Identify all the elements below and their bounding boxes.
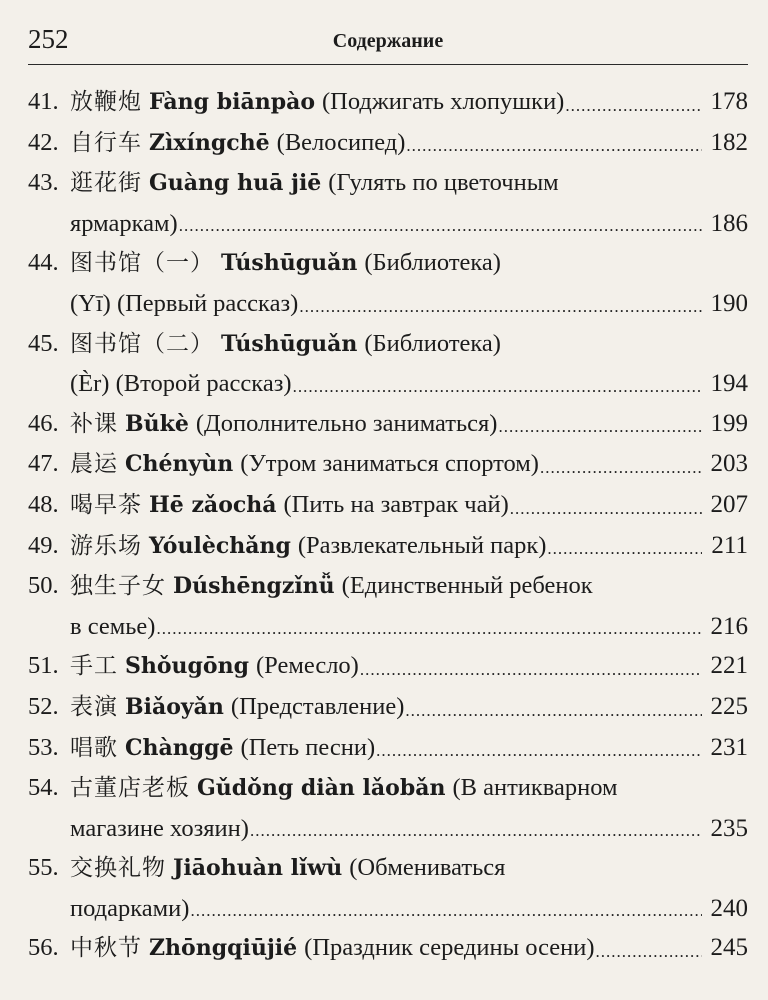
toc-entry-russian-title: (Представление) [230, 692, 405, 720]
toc-entry-page-number: 199 [710, 409, 748, 437]
toc-entry [28, 485, 748, 526]
toc-entry-page-number: 245 [710, 934, 748, 962]
toc-entry-body [70, 566, 748, 646]
toc-entry-continuation: (Yī) (Первый рассказ) [70, 289, 299, 317]
toc-entry-page-number: 240 [710, 894, 748, 922]
toc-entry-chinese-title: 交换礼物 [70, 855, 166, 882]
toc-entry-body [70, 324, 748, 404]
dot-leader [190, 902, 702, 928]
toc-entry-chinese-title: 游乐场 [70, 532, 142, 559]
toc-entry-pinyin: Biǎoyǎn [125, 693, 224, 720]
toc-entry-pinyin: Chényùn [125, 451, 234, 478]
toc-entry-number: 56. [28, 934, 59, 962]
dot-leader [250, 822, 702, 848]
toc-entry [28, 566, 748, 646]
toc-entry-chinese-title: 古董店老板 [70, 775, 190, 802]
toc-entry-page-number: 186 [710, 209, 748, 237]
toc-entry-pinyin: Zìxíngchē [149, 129, 270, 156]
toc-entry-page-number: 235 [710, 814, 748, 842]
dot-leader [596, 943, 703, 969]
dot-leader [510, 500, 702, 526]
toc-entry-pinyin: Chànggē [125, 734, 234, 761]
toc-entry [28, 243, 748, 323]
page-header [28, 22, 748, 65]
toc-entry-russian-title: (Велосипед) [276, 128, 406, 156]
toc-entry-number: 55. [28, 854, 59, 882]
toc-entry-line [70, 728, 748, 769]
toc-entry-line [70, 324, 748, 365]
toc-entry-number: 41. [28, 88, 59, 115]
dot-leader [376, 742, 702, 768]
toc-entry-russian-title: (Библиотека) [364, 329, 501, 357]
toc-entry-page-number: 178 [710, 88, 748, 115]
toc-entry-line [70, 364, 748, 404]
toc-entry-body [70, 928, 748, 969]
toc-entry-body [70, 123, 748, 164]
toc-entry-russian-title: (Обмениваться [349, 854, 506, 882]
toc-entry-chinese-title: 逛花街 [70, 170, 142, 197]
toc-entry-russian-title: (Поджигать хлопушки) [322, 88, 565, 115]
toc-entry-body [70, 485, 748, 526]
toc-entry-chinese-title: 表演 [70, 693, 118, 720]
toc-entry-page-number: 194 [710, 370, 748, 398]
dot-leader [156, 620, 702, 646]
dot-leader [565, 97, 702, 123]
toc-entry-body [70, 82, 748, 123]
toc-entry-line [70, 848, 748, 889]
dot-leader [540, 459, 702, 485]
toc-entry [28, 526, 748, 567]
toc-entry-body [70, 163, 748, 243]
toc-entry-line [70, 607, 748, 647]
toc-entry [28, 324, 748, 404]
toc-entry-line [70, 243, 748, 284]
toc-entry-russian-title: (Ремесло) [256, 652, 359, 680]
toc-entry-russian-title: (Утром заниматься спортом) [240, 450, 539, 478]
toc-entry-continuation: магазине хозяин) [70, 814, 249, 842]
toc-entry-pinyin: Zhōngqiūjié [149, 935, 298, 962]
toc-entry-pinyin: Bǔkè [125, 410, 189, 437]
toc-entry-number: 49. [28, 531, 59, 559]
toc-entry [28, 646, 748, 687]
toc-entry-number: 45. [28, 329, 59, 357]
toc-entry-pinyin: Guàng huā jiē [149, 170, 322, 197]
toc-entry-russian-title: (Дополнительно заниматься) [195, 409, 498, 437]
toc-entry [28, 768, 748, 848]
toc-entry-pinyin: Túshūguǎn [221, 330, 358, 357]
toc-entry-body [70, 404, 748, 445]
toc-entry-continuation: (Èr) (Второй рассказ) [70, 370, 292, 398]
toc-entry-body [70, 243, 748, 323]
toc-entry-chinese-title: 图书馆（一） [70, 250, 214, 277]
toc-entry-line [70, 526, 748, 567]
toc-entry-page-number: 216 [710, 612, 748, 640]
toc-entry-body [70, 646, 748, 687]
toc-entry-body [70, 728, 748, 769]
toc-entry-body [70, 687, 748, 728]
toc-entry-page-number: 203 [710, 450, 748, 478]
toc-entry-number: 53. [28, 733, 59, 761]
toc-entry-page-number: 190 [710, 289, 748, 317]
toc-entry-line [70, 284, 748, 324]
toc-entry-number: 44. [28, 249, 59, 277]
running-title: Содержание [332, 30, 444, 52]
toc-entry-pinyin: Shǒugōng [125, 653, 249, 680]
toc-entry-chinese-title: 放鞭炮 [70, 89, 142, 115]
toc-entry [28, 687, 748, 728]
toc-entry-line [70, 404, 748, 445]
toc-entry-russian-title: (Развлекательный парк) [297, 531, 547, 559]
toc-entry-chinese-title: 晨运 [70, 451, 118, 478]
toc-entry-page-number: 225 [710, 692, 748, 720]
toc-entry [28, 123, 748, 164]
toc-entry-number: 43. [28, 169, 59, 197]
dot-leader [498, 418, 702, 444]
toc-entry-body [70, 526, 748, 567]
toc-entry-russian-title: (Праздник середины осени) [304, 934, 595, 962]
toc-entry-number: 50. [28, 572, 59, 600]
toc-entry-line [70, 485, 748, 526]
toc-entry [28, 928, 748, 969]
toc-entry-chinese-title: 中秋节 [70, 935, 142, 962]
dot-leader [299, 298, 702, 324]
toc-entry-pinyin: Yóulèchǎng [149, 532, 291, 559]
toc-entry-body [70, 444, 748, 485]
dot-leader [179, 217, 702, 243]
toc-entry-russian-title: (Петь песни) [240, 733, 376, 761]
toc-entry-pinyin: Gǔdǒng diàn lǎobǎn [197, 775, 446, 802]
toc-entry-pinyin: Jiāohuàn lǐwù [173, 855, 343, 882]
dot-leader [293, 378, 702, 404]
toc-entry-pinyin: Fàng biānpào [149, 89, 316, 115]
toc-entry-line [70, 889, 748, 929]
toc-entry [28, 728, 748, 769]
toc-entry-continuation: ярмаркам) [70, 209, 178, 237]
toc-entry [28, 444, 748, 485]
toc-entry-line [70, 928, 748, 969]
toc-entry-page-number: 182 [710, 128, 748, 156]
toc-entry-continuation: в семье) [70, 612, 156, 640]
toc-entry-number: 52. [28, 692, 59, 720]
toc-entry-line [70, 768, 748, 809]
toc-entry [28, 163, 748, 243]
toc-entry-number: 54. [28, 774, 59, 802]
toc-entry [28, 848, 748, 928]
toc-entry-page-number: 211 [711, 531, 748, 559]
toc-entry-continuation: подарками) [70, 894, 190, 922]
table-of-contents [28, 82, 748, 969]
toc-entry-russian-title: (Пить на завтрак чай) [283, 490, 509, 518]
toc-entry [28, 404, 748, 445]
toc-entry-chinese-title: 图书馆（二） [70, 330, 214, 357]
dot-leader [405, 702, 702, 728]
toc-entry-page-number: 221 [710, 652, 748, 680]
toc-entry-russian-title: (Гулять по цветочным [328, 169, 559, 197]
toc-entry-line [70, 444, 748, 485]
toc-entry-line [70, 123, 748, 164]
toc-entry-chinese-title: 喝早茶 [70, 491, 142, 518]
dot-leader [360, 661, 702, 687]
toc-entry-pinyin: Hē zǎochá [149, 491, 277, 518]
toc-entry-body [70, 768, 748, 848]
toc-entry-line [70, 82, 748, 123]
toc-entry-chinese-title: 自行车 [70, 129, 142, 156]
dot-leader [547, 540, 702, 566]
toc-entry-line [70, 163, 748, 204]
toc-entry-line [70, 566, 748, 607]
toc-entry-number: 48. [28, 490, 59, 518]
dot-leader [406, 137, 702, 163]
toc-entry-page-number: 231 [710, 733, 748, 761]
toc-entry-line [70, 809, 748, 849]
toc-entry-line [70, 204, 748, 244]
toc-entry-chinese-title: 补课 [70, 410, 118, 437]
page-number: 252 [28, 24, 69, 54]
toc-entry-chinese-title: 独生子女 [70, 573, 166, 600]
toc-entry-pinyin: Dúshēngzǐnǚ [173, 573, 335, 600]
toc-entry-page-number: 207 [710, 490, 748, 518]
toc-entry-body [70, 848, 748, 928]
toc-entry-russian-title: (Библиотека) [364, 249, 501, 277]
toc-entry-russian-title: (Единственный ребенок [341, 572, 593, 600]
toc-entry-chinese-title: 手工 [70, 653, 118, 680]
toc-entry-number: 42. [28, 128, 59, 156]
toc-entry-chinese-title: 唱歌 [70, 734, 118, 761]
toc-entry-number: 51. [28, 652, 59, 680]
toc-entry-number: 47. [28, 450, 59, 478]
toc-entry [28, 82, 748, 123]
toc-entry-russian-title: (В антикварном [452, 774, 618, 802]
toc-entry-line [70, 646, 748, 687]
toc-entry-number: 46. [28, 409, 59, 437]
toc-entry-pinyin: Túshūguǎn [221, 250, 358, 277]
toc-entry-line [70, 687, 748, 728]
